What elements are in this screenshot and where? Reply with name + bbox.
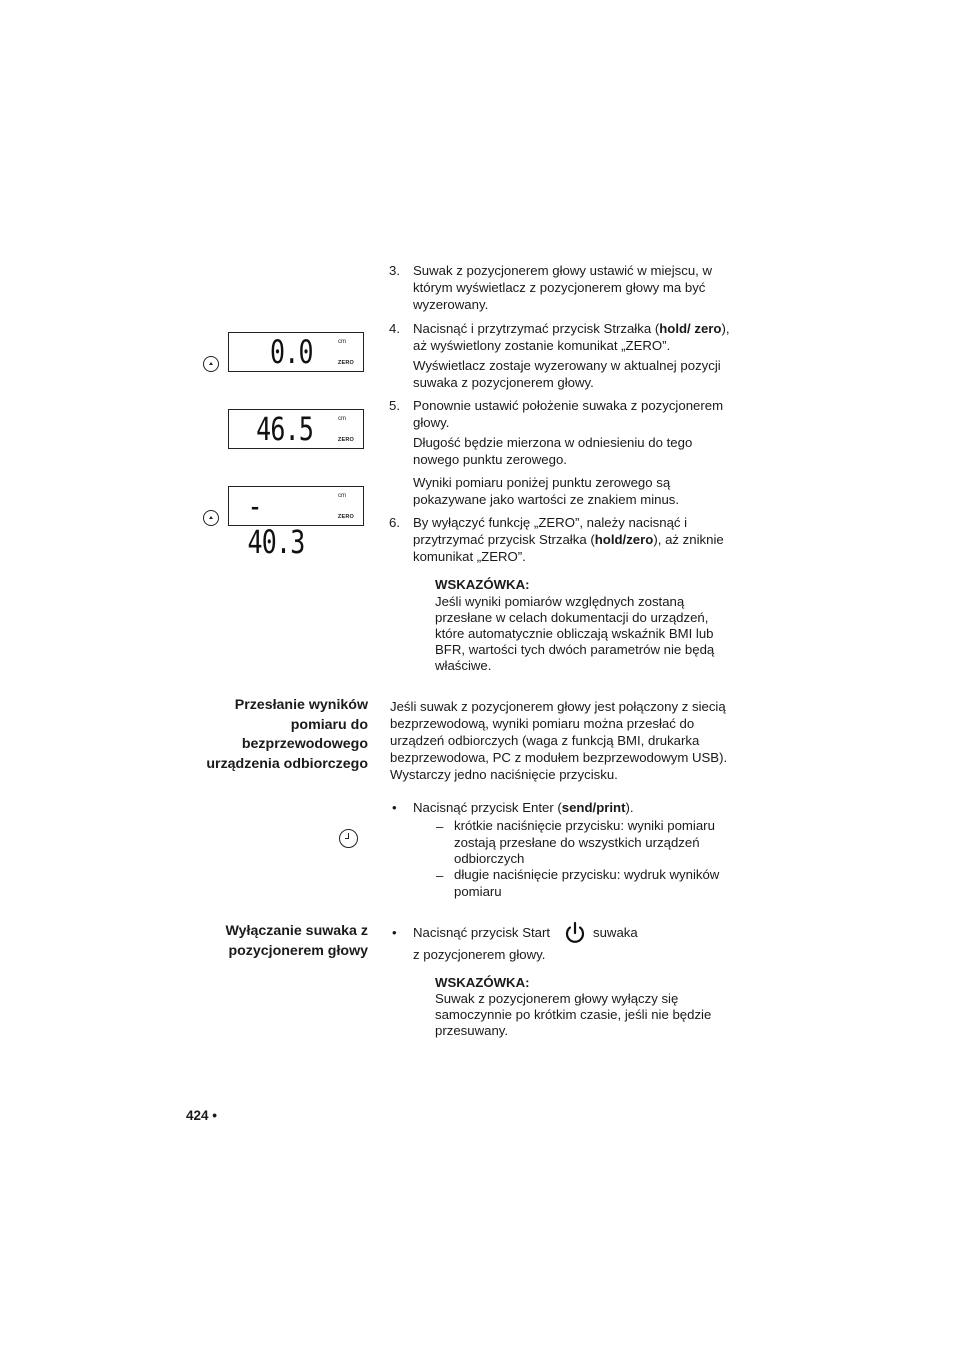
display-status: ZERO <box>337 437 354 443</box>
sub-item: długie naciśnięcie przycisku: wydruk wyników pomiaru <box>454 867 720 899</box>
bullet-text-line2: z pozycjonerem głowy. <box>413 947 546 962</box>
display-status: ZERO <box>337 360 354 366</box>
lcd-display <box>228 409 364 449</box>
arrow-up-icon <box>203 510 219 526</box>
step-text: By wyłączyć funkcję „ZERO”, należy nacisnąć i przytrzymać przycisk Strzałka (hold/zero), aż zniknie komunikat „ZERO”. <box>413 515 724 564</box>
bullet-text: Nacisnąć przycisk Enter (send/print). <box>413 800 634 815</box>
note-title: WSKAZÓWKA: <box>435 577 530 592</box>
step-detail: Wyniki pomiaru poniżej punktu zerowego są pokazywane jako wartości ze znakiem minus. <box>413 475 680 507</box>
page-number: 424 • <box>186 1108 218 1123</box>
section-heading: Przesłanie wyników pomiaru do bezprzewodowego urządzenia odbiorczego <box>206 697 368 772</box>
arrow-up-icon <box>203 356 219 372</box>
lcd-display <box>228 332 364 372</box>
dash: – <box>436 868 444 883</box>
display-value: - 40.3 <box>247 487 305 561</box>
bullet: • <box>392 925 397 940</box>
lcd-display <box>228 486 364 561</box>
display-value: 46.5 <box>256 410 313 448</box>
section-heading: Wyłączanie suwaka z pozycjonerem głowy <box>225 923 368 959</box>
step-number: 6. <box>389 515 400 530</box>
display-unit: cm <box>338 416 346 422</box>
bullet-text-cont: suwaka <box>593 925 638 940</box>
note-title: WSKAZÓWKA: <box>435 975 530 990</box>
power-icon <box>564 921 586 945</box>
note-text: Jeśli wyniki pomiarów względnych zostaną przesłane w celach dokumentacji do urządzeń, które automatycznie obliczają wskaźnik BMI lub BFR, wartości tych dwóch parametrów nie będą właściwe. <box>435 594 715 673</box>
display-status: ZERO <box>337 514 354 520</box>
dash: – <box>436 819 444 834</box>
display-value: 0.0 <box>270 333 313 371</box>
display-unit: cm <box>338 339 346 345</box>
note-text: Suwak z pozycjonerem głowy wyłączy się samoczynnie po krótkim czasie, jeśli nie będzie przesuwany. <box>435 991 712 1038</box>
bullet-text: Nacisnąć przycisk Start <box>413 925 551 940</box>
step-number: 3. <box>389 263 400 278</box>
step-text: Suwak z pozycjonerem głowy ustawić w miejscu, w którym wyświetlacz z pozycjonerem głowy ma być wyzerowany. <box>413 263 713 312</box>
display-unit: cm <box>338 493 346 499</box>
step-number: 4. <box>389 321 400 336</box>
step-text: Nacisnąć i przytrzymać przycisk Strzałka (hold/ zero), aż wyświetlony zostanie komunikat „ZERO”. <box>413 321 730 353</box>
clock-icon <box>339 829 358 848</box>
step-detail: Wyświetlacz zostaje wyzerowany w aktualnej pozycji suwaka z pozycjonerem głowy. <box>413 358 721 390</box>
step-detail: Długość będzie mierzona w odniesieniu do tego nowego punktu zerowego. <box>413 435 693 467</box>
sub-item: krótkie naciśnięcie przycisku: wyniki pomiaru zostają przesłane do wszystkich urządzeń odbiorczych <box>454 818 715 866</box>
section-intro: Jeśli suwak z pozycjonerem głowy jest połączony z siecią bezprzewodową, wyniki pomiaru można przesłać do urządzeń odbiorczych (waga z funkcją BMI, drukarka bezprzewodowa, PC z modułem bezprzewodowym USB). Wystarczy jedno naciśnięcie przycisku. <box>390 699 728 782</box>
step-text: Ponownie ustawić położenie suwaka z pozycjonerem głowy. <box>413 398 724 430</box>
bullet: • <box>392 800 397 815</box>
step-number: 5. <box>389 398 400 413</box>
